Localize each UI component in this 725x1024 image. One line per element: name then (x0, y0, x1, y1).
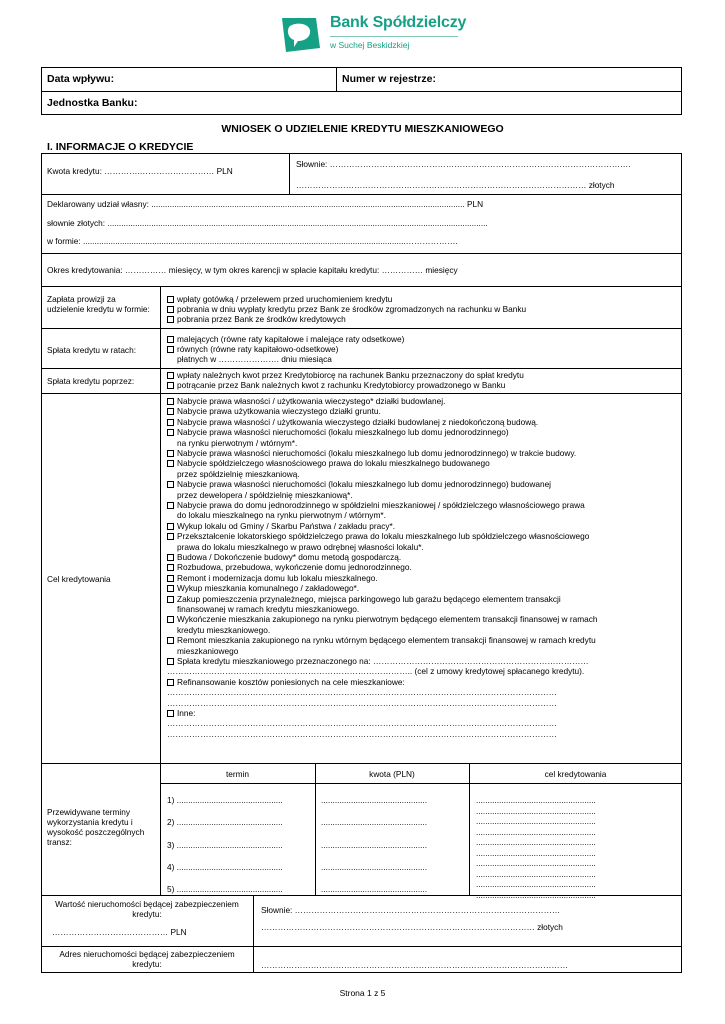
checkbox[interactable] (167, 296, 174, 303)
checkbox[interactable] (167, 408, 174, 415)
kwota-divider (289, 153, 290, 194)
option-text: Inne: (177, 708, 196, 718)
option-text: Remont mieszkania zakupionego na rynku wtórnym będącego elementem transakcji finansowej w ramach kredytu (177, 635, 596, 646)
option-text: Nabycie prawa użytkowania wieczystego działki gruntu. (177, 406, 381, 417)
row-line (41, 895, 682, 896)
option-text: …………………………………………………………………………………………………………………………… (167, 697, 557, 708)
cel-option[interactable] (177, 542, 424, 552)
prowizja-option-3[interactable] (167, 314, 346, 324)
transza-cel[interactable]: .................................................... (476, 847, 596, 858)
cel-option[interactable] (177, 438, 297, 448)
option-text: Zakup pomieszczenia przynależnego, miejsca parkingowego lub garażu będącego elementem transakcji (177, 593, 561, 604)
option-text: Przekształcenie lokatorskiego spółdzielczego prawa do lokalu mieszkalnego lub spółdzielczego własnościowego (177, 531, 590, 542)
option-text: Wykup mieszkania komunalnego / zakładowego*. (177, 583, 360, 594)
header-divider-h (41, 91, 682, 92)
bank-logo-icon (276, 14, 324, 54)
left-col-divider (160, 286, 161, 763)
raty-dzien-platnosci[interactable]: płatnych w …………………. dniu miesiąca (177, 354, 332, 364)
checkbox[interactable] (167, 346, 174, 353)
transza-cel[interactable]: .................................................... (476, 805, 596, 816)
checkbox[interactable] (167, 596, 174, 603)
option-text: Nabycie prawa własności nieruchomości (lokalu mieszkalnego lub domu jednorodzinnego) budowanej (177, 479, 552, 490)
checkbox[interactable] (167, 533, 174, 540)
checkbox[interactable] (167, 306, 174, 313)
option-text: malejących (równe raty kapitałowe i malejące raty odsetkowe) (177, 334, 405, 344)
cel-option[interactable] (167, 448, 576, 458)
cel-option[interactable] (167, 396, 445, 406)
option-text: …………………………………………………………………………….. (cel z umowy kredytowej spłacanego kredytu). (167, 666, 585, 677)
cel-option[interactable] (167, 698, 557, 708)
checkbox[interactable] (167, 481, 174, 488)
adres-label: Adres nieruchomości będącej zabezpieczeniem kredytu: (59, 949, 235, 969)
checkbox[interactable] (167, 554, 174, 561)
cel-option[interactable] (167, 677, 405, 687)
transze-header-line (160, 783, 682, 784)
option-text: pobrania w dniu wypłaty kredytu przez Bank ze środków zgromadzonych na rachunku w Banku (177, 304, 527, 314)
row-line (41, 194, 682, 195)
cel-option[interactable] (167, 531, 589, 541)
transza-termin[interactable]: 5) .............................................. (167, 884, 283, 894)
transza-kwota[interactable]: .............................................. (321, 884, 428, 894)
checkbox[interactable] (167, 523, 174, 530)
cel-option[interactable] (177, 646, 238, 656)
kwota-slownie-2[interactable]: …………………………………………………………………………………………… złotych (296, 180, 615, 190)
cel-option[interactable] (177, 604, 359, 614)
prowizja-option-1[interactable] (167, 294, 392, 304)
data-wplywu-label: Data wpływu: (47, 73, 115, 85)
option-text: …………………………………………………………………………………………………………………………… (167, 687, 557, 698)
bank-logo (276, 14, 466, 54)
prowizja-label: Zapłata prowizji za udzielenie kredytu w formie: (47, 294, 150, 314)
option-text: Nabycie prawa własności nieruchomości (lokalu mieszkalnego lub domu jednorodzinnego) w trakcie budowy. (177, 448, 577, 458)
transza-kwota[interactable]: .............................................. (321, 840, 428, 850)
bank-subtitle: w Suchej Beskidzkiej (330, 40, 410, 50)
transza-kwota[interactable]: .............................................. (321, 817, 428, 827)
option-text: Budowa / Dokończenie budowy* domu metodą gospodarczą. (177, 552, 402, 562)
row-line (41, 946, 682, 947)
transza-kwota[interactable]: .............................................. (321, 795, 428, 805)
option-text: przez spółdzielnię mieszkaniową. (177, 468, 300, 479)
transza-cel[interactable]: .................................................... (476, 826, 596, 837)
checkbox[interactable] (167, 382, 174, 389)
raty-option-2[interactable] (167, 344, 338, 354)
checkbox[interactable] (167, 398, 174, 405)
cel-option[interactable] (167, 427, 509, 437)
jednostka-banku-label: Jednostka Banku: (47, 97, 138, 109)
bank-name: Bank Spółdzielczy (330, 14, 467, 31)
cel-option[interactable] (167, 521, 395, 531)
cel-option[interactable] (177, 625, 270, 635)
row-line (41, 393, 682, 394)
poprzez-label: Spłata kredytu poprzez: (47, 376, 135, 386)
transza-cel[interactable]: .................................................... (476, 858, 596, 868)
cel-option[interactable] (167, 718, 557, 728)
prowizja-option-2[interactable] (167, 304, 526, 314)
transza-cel[interactable]: .................................................... (476, 816, 596, 826)
cel-option[interactable] (167, 635, 596, 645)
checkbox[interactable] (167, 679, 174, 686)
checkbox[interactable] (167, 575, 174, 582)
okres-kredytowania[interactable]: Okres kredytowania: …………… miesięcy, w tym okres karencji w spłacie kapitału kredytu: …………… miesięcy (47, 265, 458, 275)
transza-cel[interactable]: .................................................... (476, 795, 596, 805)
poprzez-option-1[interactable] (167, 370, 524, 380)
transza-termin[interactable]: 2) .............................................. (167, 817, 283, 827)
transza-termin[interactable]: 4) .............................................. (167, 862, 283, 872)
option-text: przez dewelopera / spółdzielnię mieszkaniową*. (177, 489, 353, 500)
row-line (41, 763, 682, 764)
checkbox[interactable] (167, 585, 174, 592)
transza-termin[interactable]: 3) .............................................. (167, 840, 283, 850)
option-text: Nabycie prawa własności / użytkowania wieczystego działki budowlanej z niedokończoną budową. (177, 416, 539, 427)
cel-option[interactable] (167, 458, 490, 468)
form-title: WNIOSEK O UDZIELENIE KREDYTU MIESZKANIOWEGO (221, 123, 504, 135)
option-text: wpłaty gotówką / przelewem przed uruchomieniem kredytu (177, 294, 393, 304)
raty-label: Spłata kredytu w ratach: (47, 345, 137, 355)
udzial-wlasny[interactable]: Deklarowany udział własny: ........................................................................................................................................ PLN (47, 199, 484, 209)
cel-option[interactable] (167, 562, 412, 572)
header-divider-v (336, 67, 337, 91)
option-text: potrącanie przez Bank należnych kwot z rachunku Kredytobiorcy prowadzonego w Banku (177, 380, 506, 390)
checkbox[interactable] (167, 316, 174, 323)
option-text: Nabycie prawa własności nieruchomości (lokalu mieszkalnego lub domu jednorodzinnego) (177, 427, 509, 438)
checkbox[interactable] (167, 372, 174, 379)
cel-option[interactable] (167, 708, 195, 718)
transza-cel[interactable]: .................................................... (476, 837, 596, 847)
checkbox[interactable] (167, 429, 174, 436)
logo-divider (330, 36, 458, 37)
wartosc-pln[interactable]: …………………………………… PLN (52, 927, 187, 937)
option-text: …………………………………………………………………………………………………………………………… (167, 728, 557, 739)
transza-cel[interactable]: .................................................... (476, 879, 596, 889)
checkbox[interactable] (167, 460, 174, 467)
udzial-forma[interactable]: w formie: ............................................................................................................................................………………. (47, 236, 458, 246)
option-text: Nabycie prawa własności / użytkowania wieczystego* działki budowlanej. (177, 396, 446, 406)
option-text: Nabycie spółdzielczego własnościowego prawa do lokalu mieszkalnego budowanego (177, 458, 490, 469)
poprzez-option-2[interactable] (167, 380, 505, 390)
adres-dots[interactable]: ………………………………………………………………………………………………… (261, 960, 568, 970)
option-text: Wykup lokalu od Gminy / Skarbu Państwa / zakładu pracy*. (177, 520, 396, 531)
checkbox[interactable] (167, 616, 174, 623)
checkbox[interactable] (167, 502, 174, 509)
option-text: Wykończenie mieszkania zakupionego na rynku pierwotnym będącego elementem transakcji finansowej w ramach (177, 614, 598, 625)
cel-option[interactable] (167, 583, 359, 593)
option-text: Refinansowanie kosztów poniesionych na cele mieszkaniowe: (177, 676, 405, 687)
section-title: I. INFORMACJE O KREDYCIE (47, 141, 194, 153)
option-text: Rozbudowa, przebudowa, wykończenie domu jednorodzinnego. (177, 562, 412, 573)
checkbox[interactable] (167, 450, 174, 457)
cel-option[interactable] (177, 510, 386, 520)
cel-option[interactable] (177, 490, 353, 500)
cel-option[interactable] (167, 552, 401, 562)
option-text: mieszkaniowego (177, 645, 239, 656)
checkbox[interactable] (167, 637, 174, 644)
option-text: prawa do lokalu mieszkalnego w prawo odrębnej własności lokalu*. (177, 541, 424, 552)
option-text: …………………………………………………………………………………………………………………………… (167, 718, 557, 729)
option-text: do lokalu mieszkalnego na rynku pierwotnym / wtórnym*. (177, 510, 386, 521)
row-line (41, 253, 682, 254)
checkbox[interactable] (167, 658, 174, 665)
wartosc-slownie-1[interactable]: Słownie: …………………………………………………………………………………… (261, 905, 561, 915)
cel-option[interactable] (167, 729, 557, 739)
wartosc-label: Wartość nieruchomości będącej zabezpieczeniem kredytu: (55, 899, 239, 919)
transza-kwota[interactable]: .............................................. (321, 862, 428, 872)
transza-termin[interactable]: 1) .............................................. (167, 795, 283, 805)
option-text: Spłata kredytu mieszkaniowego przeznaczonego na: …………………………………………………………………… (177, 656, 589, 666)
kwota-label[interactable]: Kwota kredytu: ………….……………………… PLN (47, 166, 233, 176)
cel-label: Cel kredytowania (47, 574, 111, 584)
option-text: Nabycie prawa do domu jednorodzinnego w spółdzielni mieszkaniowej / spółdzielczego własnościowego prawa (177, 500, 585, 510)
checkbox[interactable] (167, 336, 174, 343)
cel-option[interactable] (167, 656, 589, 666)
row-line (41, 368, 682, 369)
raty-option-1[interactable] (167, 334, 404, 344)
cel-option[interactable] (167, 500, 585, 510)
row-line (41, 286, 682, 287)
cel-option[interactable] (167, 614, 598, 624)
option-text: równych (równe raty kapitałowo-odsetkowe) (177, 344, 339, 354)
cel-option[interactable] (167, 594, 561, 604)
cel-option[interactable] (167, 417, 538, 427)
page-footer: Strona 1 z 5 (339, 988, 386, 998)
wartosc-divider (253, 895, 254, 973)
kwota-slownie-1[interactable]: Słownie: ………………………………………………………………………………………………. (296, 159, 631, 169)
numer-rejestr-label: Numer w rejestrze: (342, 73, 436, 85)
row-line (41, 328, 682, 329)
transze-header-kwota: kwota (PLN) (369, 769, 415, 779)
option-text: na rynku pierwotnym / wtórnym*. (177, 437, 298, 448)
option-text: wpłaty należnych kwot przez Kredytobiorcę na rachunek Banku przeznaczony do spłat kredytu (177, 370, 524, 380)
option-text: finansowanej w ramach kredytu mieszkaniowego. (177, 604, 360, 614)
option-text: pobrania przez Bank ze środków kredytowych (177, 314, 346, 324)
option-text: kredytu mieszkaniowego. (177, 624, 271, 635)
cel-option[interactable] (167, 406, 381, 416)
transze-header-termin: termin (225, 769, 250, 779)
udzial-slownie[interactable]: słownie złotych: ..................................................................................................................................................................... (47, 218, 488, 228)
cel-option[interactable] (167, 666, 584, 676)
checkbox[interactable] (167, 419, 174, 426)
wartosc-slownie-2[interactable]: ……………………………………………………………………………………… złotych (261, 922, 563, 932)
transza-cel[interactable]: .................................................... (476, 868, 596, 879)
transze-label: Przewidywane terminy wykorzystania kredytu i wysokość poszczególnych transz: (47, 807, 145, 847)
cel-option[interactable] (167, 479, 551, 489)
checkbox[interactable] (167, 564, 174, 571)
cel-option[interactable] (167, 573, 378, 583)
transze-header-cel: cel kredytowania (544, 769, 607, 779)
checkbox[interactable] (167, 710, 174, 717)
cel-option[interactable] (177, 469, 300, 479)
cel-option[interactable] (167, 687, 557, 697)
option-text: Remont i modernizacja domu lub lokalu mieszkalnego. (177, 572, 378, 583)
